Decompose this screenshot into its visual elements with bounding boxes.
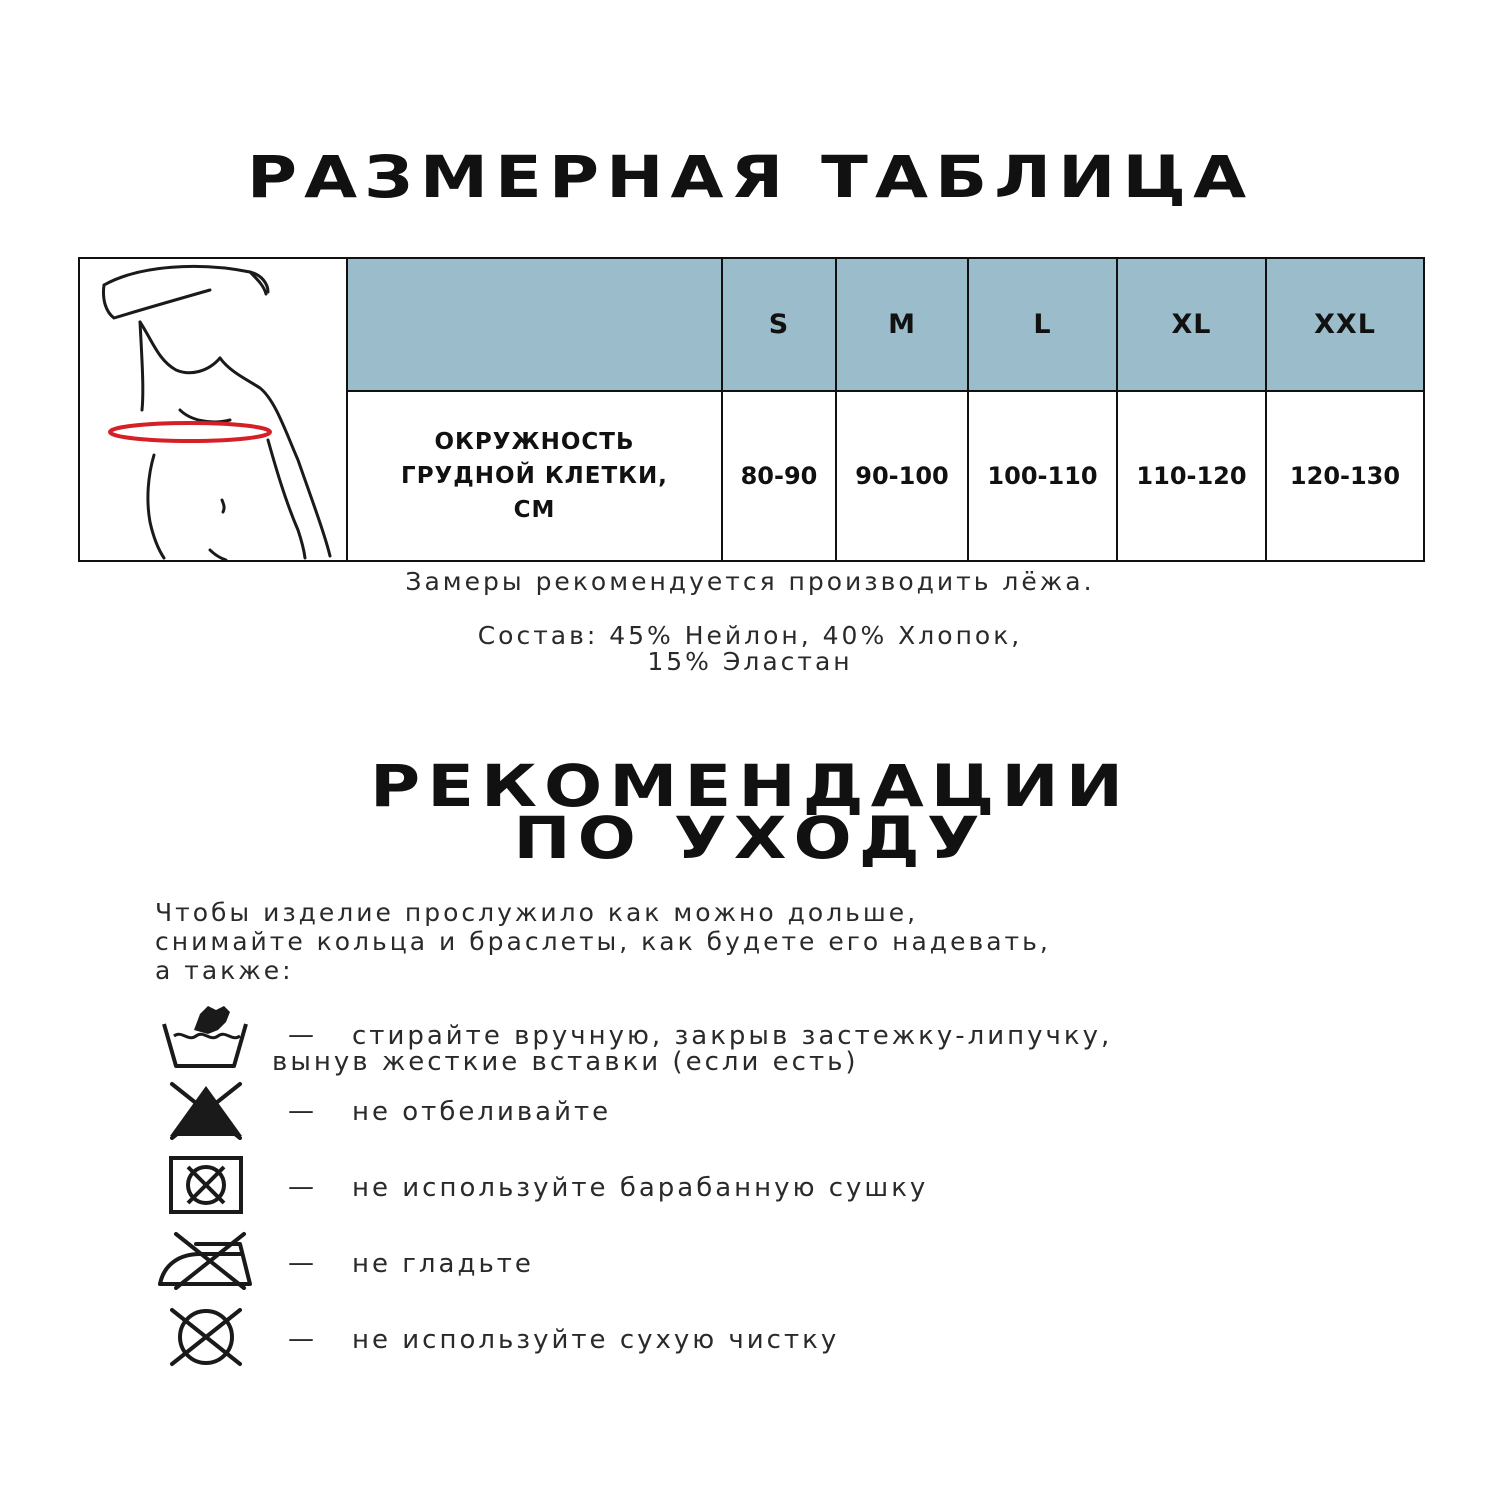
dash: — (288, 1248, 314, 1278)
composition-line-1: Состав: 45% Нейлон, 40% Хлопок, (477, 621, 1023, 650)
care-text-hand-wash-2: вынув жесткие вставки (если есть) (272, 1047, 859, 1077)
chest-value-l: 100-110 (968, 391, 1117, 561)
dash: — (288, 1096, 314, 1126)
hand-wash-icon (160, 1000, 250, 1072)
size-header-xxl: XXL (1266, 258, 1424, 391)
arm-outline (104, 266, 268, 292)
care-text-hand-wash-1: стирайте вручную, закрыв застежку-липучку, (352, 1021, 1113, 1051)
care-text-no-dry-clean: не используйте сухую чистку (352, 1325, 840, 1355)
dash: — (288, 1324, 314, 1354)
no-dry-clean-icon (166, 1306, 246, 1368)
dash: — (288, 1172, 314, 1202)
row-label-line: ГРУДНОЙ КЛЕТКИ, (401, 463, 668, 489)
size-header-l: L (968, 258, 1117, 391)
chest-value-xxl: 120-130 (1266, 391, 1424, 561)
body-measure-illustration (80, 260, 344, 560)
intro-line: Чтобы изделие прослужило как можно дольше, (155, 898, 919, 927)
size-chart-title: РАЗМЕРНАЯ ТАБЛИЦА (246, 143, 1254, 211)
intro-line: а также: (155, 956, 294, 985)
no-bleach-icon (166, 1080, 246, 1140)
intro-line: снимайте кольца и браслеты, как будете его надевать, (155, 927, 1051, 956)
no-iron-icon (156, 1230, 256, 1290)
chest-value-m: 90-100 (836, 391, 968, 561)
body-figure (79, 258, 347, 561)
care-text-no-bleach: не отбеливайте (352, 1097, 612, 1127)
chest-value-s: 80-90 (722, 391, 836, 561)
composition-line-2: 15% Эластан (647, 647, 853, 676)
row-label-line: СМ (513, 497, 556, 523)
chest-row-label (347, 391, 722, 561)
measure-band (110, 423, 270, 441)
dash: — (288, 1020, 314, 1050)
row-label-line: ОКРУЖНОСТЬ (434, 429, 635, 455)
care-text-no-tumble-dry: не используйте барабанную сушку (352, 1173, 929, 1203)
header-empty-cell (347, 258, 722, 391)
care-title-line-1: РЕКОМЕНДАЦИИ (369, 752, 1131, 820)
no-tumble-dry-icon (168, 1155, 246, 1215)
size-table (78, 257, 1425, 562)
chest-value-xl: 110-120 (1117, 391, 1266, 561)
care-title-line-2: ПО УХОДУ (513, 804, 987, 872)
size-header-m: M (836, 258, 968, 391)
measure-note: Замеры рекомендуется производить лёжа. (405, 567, 1095, 596)
size-header-s: S (722, 258, 836, 391)
care-intro (155, 898, 1395, 985)
size-header-xl: XL (1117, 258, 1266, 391)
care-text-no-iron: не гладьте (352, 1249, 534, 1279)
